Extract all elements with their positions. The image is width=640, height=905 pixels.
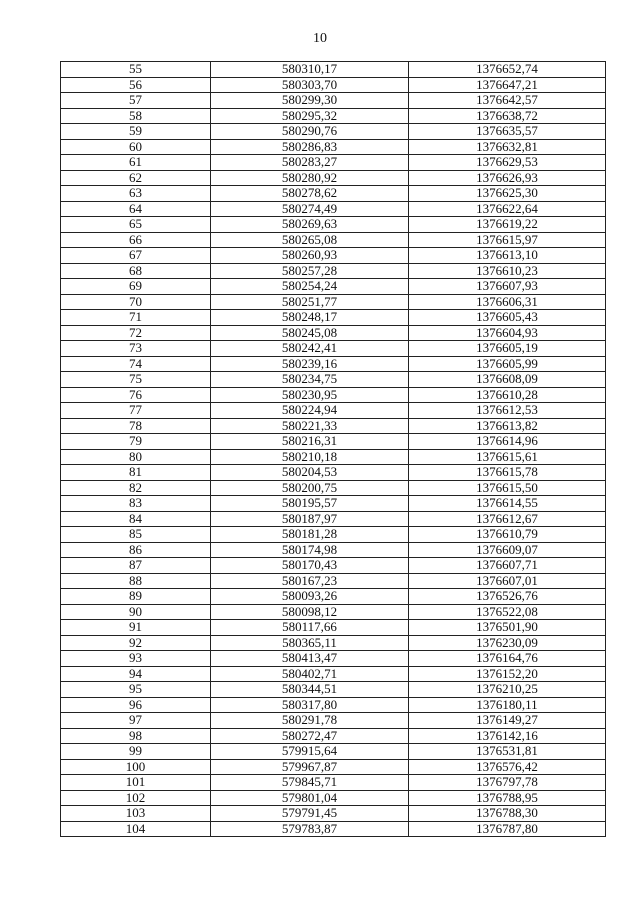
y-coordinate-cell: 1376612,67 [409, 511, 606, 527]
y-coordinate-cell: 1376608,09 [409, 372, 606, 388]
x-coordinate-cell: 580260,93 [211, 248, 409, 264]
coordinates-table [60, 61, 606, 837]
x-coordinate-cell: 580204,53 [211, 465, 409, 481]
point-number-cell: 93 [61, 651, 211, 667]
point-number-cell: 72 [61, 325, 211, 341]
table-row [61, 449, 606, 465]
y-coordinate-cell: 1376625,30 [409, 186, 606, 202]
table-row [61, 62, 606, 78]
y-coordinate-cell: 1376607,71 [409, 558, 606, 574]
table-row [61, 821, 606, 837]
y-coordinate-cell: 1376526,76 [409, 589, 606, 605]
table-row [61, 279, 606, 295]
y-coordinate-cell: 1376142,16 [409, 728, 606, 744]
table-row [61, 248, 606, 264]
point-number-cell: 95 [61, 682, 211, 698]
y-coordinate-cell: 1376622,64 [409, 201, 606, 217]
x-coordinate-cell: 580310,17 [211, 62, 409, 78]
table-row [61, 155, 606, 171]
point-number-cell: 57 [61, 93, 211, 109]
y-coordinate-cell: 1376531,81 [409, 744, 606, 760]
table-row [61, 527, 606, 543]
x-coordinate-cell: 580402,71 [211, 666, 409, 682]
point-number-cell: 90 [61, 604, 211, 620]
x-coordinate-cell: 579845,71 [211, 775, 409, 791]
x-coordinate-cell: 580283,27 [211, 155, 409, 171]
table-row [61, 573, 606, 589]
x-coordinate-cell: 579967,87 [211, 759, 409, 775]
point-number-cell: 104 [61, 821, 211, 837]
x-coordinate-cell: 579915,64 [211, 744, 409, 760]
point-number-cell: 59 [61, 124, 211, 140]
y-coordinate-cell: 1376613,82 [409, 418, 606, 434]
table-row [61, 325, 606, 341]
point-number-cell: 102 [61, 790, 211, 806]
y-coordinate-cell: 1376605,43 [409, 310, 606, 326]
x-coordinate-cell: 580174,98 [211, 542, 409, 558]
x-coordinate-cell: 580272,47 [211, 728, 409, 744]
table-row [61, 620, 606, 636]
y-coordinate-cell: 1376787,80 [409, 821, 606, 837]
point-number-cell: 64 [61, 201, 211, 217]
table-row [61, 108, 606, 124]
y-coordinate-cell: 1376612,53 [409, 403, 606, 419]
point-number-cell: 89 [61, 589, 211, 605]
table-row [61, 201, 606, 217]
y-coordinate-cell: 1376210,25 [409, 682, 606, 698]
table-row [61, 186, 606, 202]
x-coordinate-cell: 580181,28 [211, 527, 409, 543]
table-row [61, 170, 606, 186]
table-row [61, 682, 606, 698]
x-coordinate-cell: 580248,17 [211, 310, 409, 326]
point-number-cell: 74 [61, 356, 211, 372]
y-coordinate-cell: 1376614,55 [409, 496, 606, 512]
y-coordinate-cell: 1376642,57 [409, 93, 606, 109]
x-coordinate-cell: 580303,70 [211, 77, 409, 93]
point-number-cell: 78 [61, 418, 211, 434]
y-coordinate-cell: 1376501,90 [409, 620, 606, 636]
table-row [61, 589, 606, 605]
y-coordinate-cell: 1376615,78 [409, 465, 606, 481]
point-number-cell: 98 [61, 728, 211, 744]
point-number-cell: 80 [61, 449, 211, 465]
point-number-cell: 61 [61, 155, 211, 171]
table-row [61, 232, 606, 248]
y-coordinate-cell: 1376605,19 [409, 341, 606, 357]
x-coordinate-cell: 580170,43 [211, 558, 409, 574]
point-number-cell: 65 [61, 217, 211, 233]
x-coordinate-cell: 580265,08 [211, 232, 409, 248]
point-number-cell: 94 [61, 666, 211, 682]
x-coordinate-cell: 580210,18 [211, 449, 409, 465]
point-number-cell: 67 [61, 248, 211, 264]
y-coordinate-cell: 1376149,27 [409, 713, 606, 729]
table-row [61, 77, 606, 93]
x-coordinate-cell: 580216,31 [211, 434, 409, 450]
point-number-cell: 88 [61, 573, 211, 589]
x-coordinate-cell: 580286,83 [211, 139, 409, 155]
y-coordinate-cell: 1376610,28 [409, 387, 606, 403]
point-number-cell: 97 [61, 713, 211, 729]
y-coordinate-cell: 1376619,22 [409, 217, 606, 233]
table-row [61, 511, 606, 527]
y-coordinate-cell: 1376609,07 [409, 542, 606, 558]
x-coordinate-cell: 580317,80 [211, 697, 409, 713]
table-row [61, 217, 606, 233]
point-number-cell: 69 [61, 279, 211, 295]
y-coordinate-cell: 1376522,08 [409, 604, 606, 620]
y-coordinate-cell: 1376606,31 [409, 294, 606, 310]
table-row [61, 635, 606, 651]
page-number: 10 [313, 31, 327, 46]
x-coordinate-cell: 580291,78 [211, 713, 409, 729]
table-row [61, 666, 606, 682]
point-number-cell: 86 [61, 542, 211, 558]
y-coordinate-cell: 1376604,93 [409, 325, 606, 341]
x-coordinate-cell: 579783,87 [211, 821, 409, 837]
point-number-cell: 101 [61, 775, 211, 791]
table-row [61, 465, 606, 481]
table-row [61, 418, 606, 434]
table-row [61, 713, 606, 729]
y-coordinate-cell: 1376180,11 [409, 697, 606, 713]
x-coordinate-cell: 580093,26 [211, 589, 409, 605]
x-coordinate-cell: 579791,45 [211, 806, 409, 822]
point-number-cell: 100 [61, 759, 211, 775]
point-number-cell: 99 [61, 744, 211, 760]
point-number-cell: 75 [61, 372, 211, 388]
table-row [61, 496, 606, 512]
point-number-cell: 73 [61, 341, 211, 357]
y-coordinate-cell: 1376629,53 [409, 155, 606, 171]
x-coordinate-cell: 580187,97 [211, 511, 409, 527]
y-coordinate-cell: 1376607,01 [409, 573, 606, 589]
point-number-cell: 83 [61, 496, 211, 512]
table-row [61, 759, 606, 775]
table-row [61, 356, 606, 372]
y-coordinate-cell: 1376614,96 [409, 434, 606, 450]
y-coordinate-cell: 1376647,21 [409, 77, 606, 93]
point-number-cell: 79 [61, 434, 211, 450]
point-number-cell: 63 [61, 186, 211, 202]
y-coordinate-cell: 1376615,97 [409, 232, 606, 248]
table-row [61, 139, 606, 155]
y-coordinate-cell: 1376632,81 [409, 139, 606, 155]
y-coordinate-cell: 1376635,57 [409, 124, 606, 140]
point-number-cell: 68 [61, 263, 211, 279]
x-coordinate-cell: 580242,41 [211, 341, 409, 357]
point-number-cell: 55 [61, 62, 211, 78]
y-coordinate-cell: 1376788,30 [409, 806, 606, 822]
point-number-cell: 58 [61, 108, 211, 124]
y-coordinate-cell: 1376615,50 [409, 480, 606, 496]
x-coordinate-cell: 580280,92 [211, 170, 409, 186]
table-row [61, 697, 606, 713]
x-coordinate-cell: 580365,11 [211, 635, 409, 651]
x-coordinate-cell: 580221,33 [211, 418, 409, 434]
point-number-cell: 84 [61, 511, 211, 527]
x-coordinate-cell: 579801,04 [211, 790, 409, 806]
table-row [61, 341, 606, 357]
y-coordinate-cell: 1376230,09 [409, 635, 606, 651]
x-coordinate-cell: 580290,76 [211, 124, 409, 140]
x-coordinate-cell: 580413,47 [211, 651, 409, 667]
x-coordinate-cell: 580254,24 [211, 279, 409, 295]
table-row [61, 403, 606, 419]
point-number-cell: 66 [61, 232, 211, 248]
point-number-cell: 60 [61, 139, 211, 155]
point-number-cell: 56 [61, 77, 211, 93]
table-row [61, 790, 606, 806]
x-coordinate-cell: 580200,75 [211, 480, 409, 496]
y-coordinate-cell: 1376788,95 [409, 790, 606, 806]
x-coordinate-cell: 580278,62 [211, 186, 409, 202]
y-coordinate-cell: 1376605,99 [409, 356, 606, 372]
point-number-cell: 82 [61, 480, 211, 496]
point-number-cell: 81 [61, 465, 211, 481]
point-number-cell: 76 [61, 387, 211, 403]
table-row [61, 263, 606, 279]
y-coordinate-cell: 1376613,10 [409, 248, 606, 264]
x-coordinate-cell: 580167,23 [211, 573, 409, 589]
table-row [61, 387, 606, 403]
x-coordinate-cell: 580224,94 [211, 403, 409, 419]
x-coordinate-cell: 580098,12 [211, 604, 409, 620]
table-row [61, 434, 606, 450]
y-coordinate-cell: 1376610,23 [409, 263, 606, 279]
x-coordinate-cell: 580245,08 [211, 325, 409, 341]
y-coordinate-cell: 1376797,78 [409, 775, 606, 791]
table-row [61, 775, 606, 791]
table-row [61, 310, 606, 326]
y-coordinate-cell: 1376576,42 [409, 759, 606, 775]
point-number-cell: 103 [61, 806, 211, 822]
table-row [61, 558, 606, 574]
point-number-cell: 96 [61, 697, 211, 713]
point-number-cell: 85 [61, 527, 211, 543]
x-coordinate-cell: 580274,49 [211, 201, 409, 217]
table-row [61, 542, 606, 558]
x-coordinate-cell: 580257,28 [211, 263, 409, 279]
y-coordinate-cell: 1376164,76 [409, 651, 606, 667]
y-coordinate-cell: 1376607,93 [409, 279, 606, 295]
y-coordinate-cell: 1376610,79 [409, 527, 606, 543]
table-row [61, 651, 606, 667]
point-number-cell: 62 [61, 170, 211, 186]
coordinates-table-body [61, 62, 606, 837]
point-number-cell: 77 [61, 403, 211, 419]
x-coordinate-cell: 580295,32 [211, 108, 409, 124]
y-coordinate-cell: 1376638,72 [409, 108, 606, 124]
x-coordinate-cell: 580239,16 [211, 356, 409, 372]
table-row [61, 93, 606, 109]
point-number-cell: 87 [61, 558, 211, 574]
x-coordinate-cell: 580117,66 [211, 620, 409, 636]
y-coordinate-cell: 1376652,74 [409, 62, 606, 78]
x-coordinate-cell: 580195,57 [211, 496, 409, 512]
y-coordinate-cell: 1376615,61 [409, 449, 606, 465]
point-number-cell: 92 [61, 635, 211, 651]
x-coordinate-cell: 580234,75 [211, 372, 409, 388]
x-coordinate-cell: 580251,77 [211, 294, 409, 310]
table-row [61, 294, 606, 310]
table-row [61, 604, 606, 620]
x-coordinate-cell: 580344,51 [211, 682, 409, 698]
y-coordinate-cell: 1376626,93 [409, 170, 606, 186]
point-number-cell: 71 [61, 310, 211, 326]
x-coordinate-cell: 580269,63 [211, 217, 409, 233]
x-coordinate-cell: 580299,30 [211, 93, 409, 109]
table-row [61, 124, 606, 140]
table-row [61, 728, 606, 744]
point-number-cell: 70 [61, 294, 211, 310]
point-number-cell: 91 [61, 620, 211, 636]
x-coordinate-cell: 580230,95 [211, 387, 409, 403]
y-coordinate-cell: 1376152,20 [409, 666, 606, 682]
table-row [61, 372, 606, 388]
table-row [61, 806, 606, 822]
table-row [61, 744, 606, 760]
table-row [61, 480, 606, 496]
